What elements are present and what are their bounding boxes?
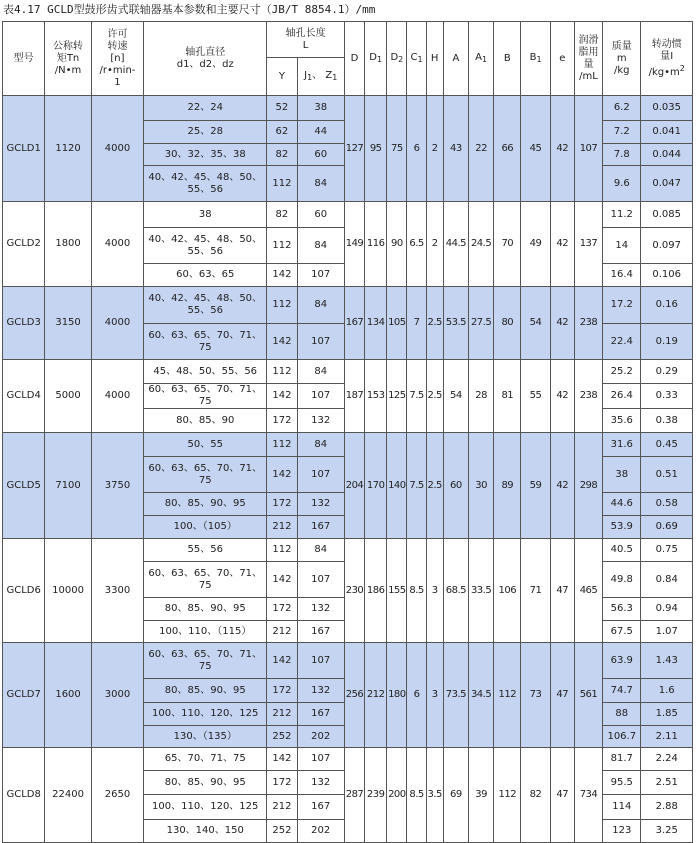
length-J1-cell: 84 [297, 166, 344, 202]
bore-diameter-cell: 45、48、50、55、56 [144, 360, 267, 384]
torque-cell: 1120 [45, 96, 91, 202]
header-mass: 质量 m /kg [603, 22, 641, 96]
length-J1-cell: 107 [297, 562, 344, 598]
group-B-cell: 89 [494, 433, 521, 539]
group-A1-cell: 30 [468, 433, 493, 539]
group-H-cell: 2 [426, 96, 443, 202]
length-J1-cell: 107 [297, 264, 344, 287]
model-cell: GCLD5 [3, 433, 45, 539]
group-D1-cell: 153 [365, 360, 387, 433]
group-B1-cell: 45 [521, 96, 550, 202]
group-B1-cell: 82 [521, 748, 550, 843]
mass-cell: 14 [603, 228, 641, 264]
speed-cell: 4000 [91, 360, 143, 433]
length-J1-cell: 132 [297, 771, 344, 795]
group-B1-cell: 55 [521, 360, 550, 433]
mass-cell: 95.5 [603, 771, 641, 795]
speed-cell: 2650 [91, 748, 143, 843]
bore-diameter-cell: 30、32、35、38 [144, 144, 267, 166]
mass-cell: 16.4 [603, 264, 641, 287]
bore-diameter-cell: 100、110、120、125 [144, 795, 267, 820]
length-Y-cell: 112 [267, 360, 297, 384]
group-e-cell: 47 [550, 748, 574, 843]
mass-cell: 38 [603, 457, 641, 493]
model-cell: GCLD2 [3, 202, 45, 287]
group-D2-cell: 140 [387, 433, 407, 539]
bore-diameter-cell: 80、85、90 [144, 409, 267, 433]
table-row [3, 287, 693, 324]
inertia-cell: 2.51 [641, 771, 693, 795]
mass-cell: 25.2 [603, 360, 641, 384]
group-B1-cell: 59 [521, 433, 550, 539]
length-J1-cell: 167 [297, 703, 344, 726]
header-J1-Z1: $J_1$、 $Z_1$ [297, 58, 344, 96]
length-J1-cell: 132 [297, 679, 344, 703]
group-e-cell: 47 [550, 643, 574, 748]
length-J1-cell: 44 [297, 121, 344, 144]
group-A1-cell: 22 [468, 96, 493, 202]
inertia-cell: 0.29 [641, 360, 693, 384]
group-D-cell: 187 [344, 360, 364, 433]
group-H-cell: 2.5 [426, 287, 443, 360]
inertia-cell: 0.51 [641, 457, 693, 493]
group-C1-cell: 6.5 [407, 202, 426, 287]
bore-diameter-cell: 100、110、（115） [144, 621, 267, 643]
inertia-cell: 0.84 [641, 562, 693, 598]
inertia-cell: 0.106 [641, 264, 693, 287]
length-Y-cell: 142 [267, 748, 297, 771]
table-row [3, 643, 693, 679]
torque-cell: 3150 [45, 287, 91, 360]
mass-cell: 88 [603, 703, 641, 726]
torque-cell: 5000 [45, 360, 91, 433]
group-B-cell: 112 [494, 643, 521, 748]
group-D1-cell: 212 [365, 643, 387, 748]
bore-diameter-cell: 130、140、150 [144, 820, 267, 843]
length-J1-cell: 84 [297, 360, 344, 384]
group-D2-cell: 155 [387, 539, 407, 643]
header-lube: 润滑 脂用 量 /mL [574, 22, 602, 96]
bore-diameter-cell: 55、56 [144, 539, 267, 562]
torque-cell: 7100 [45, 433, 91, 539]
mass-cell: 67.5 [603, 621, 641, 643]
table-row [3, 748, 693, 771]
inertia-cell: 0.38 [641, 409, 693, 433]
bore-diameter-cell: 25、28 [144, 121, 267, 144]
group-e-cell: 42 [550, 433, 574, 539]
group-A1-cell: 24.5 [468, 202, 493, 287]
group-B1-cell: 71 [521, 539, 550, 643]
bore-diameter-cell: 60、63、65、70、71、75 [144, 457, 267, 493]
bore-diameter-cell: 22、24 [144, 96, 267, 121]
speed-cell: 3750 [91, 433, 143, 539]
inertia-cell: 0.94 [641, 598, 693, 621]
group-lube-cell: 465 [574, 539, 602, 643]
table-body [3, 96, 693, 843]
mass-cell: 44.6 [603, 493, 641, 516]
group-e-cell: 42 [550, 96, 574, 202]
group-A1-cell: 28 [468, 360, 493, 433]
inertia-cell: 0.041 [641, 121, 693, 144]
length-J1-cell: 107 [297, 324, 344, 360]
inertia-cell: 0.097 [641, 228, 693, 264]
group-D-cell: 127 [344, 96, 364, 202]
group-D1-cell: 170 [365, 433, 387, 539]
header-D1: $D_1$ [365, 22, 387, 96]
group-e-cell: 42 [550, 287, 574, 360]
length-J1-cell: 107 [297, 384, 344, 409]
header-inertia: 转动惯 量I $/kg•m^2$ [641, 22, 693, 96]
header-D: D [344, 22, 364, 96]
header-torque: 公称转 矩Tn /N•m [45, 22, 91, 96]
group-D2-cell: 125 [387, 360, 407, 433]
group-C1-cell: 7.5 [407, 433, 426, 539]
mass-cell: 6.2 [603, 96, 641, 121]
length-J1-cell: 107 [297, 748, 344, 771]
length-Y-cell: 52 [267, 96, 297, 121]
model-cell: GCLD6 [3, 539, 45, 643]
bore-diameter-cell: 100、110、120、125 [144, 703, 267, 726]
model-cell: GCLD1 [3, 96, 45, 202]
bore-diameter-cell: 60、63、65、70、71、75 [144, 562, 267, 598]
inertia-cell: 0.58 [641, 493, 693, 516]
bore-diameter-cell: 130、（135） [144, 726, 267, 748]
bore-diameter-cell: 80、85、90、95 [144, 493, 267, 516]
speed-cell: 4000 [91, 287, 143, 360]
group-lube-cell: 107 [574, 96, 602, 202]
group-D-cell: 287 [344, 748, 364, 843]
length-Y-cell: 82 [267, 144, 297, 166]
length-J1-cell: 202 [297, 820, 344, 843]
group-A1-cell: 27.5 [468, 287, 493, 360]
header-B: B [494, 22, 521, 96]
mass-cell: 35.6 [603, 409, 641, 433]
group-H-cell: 3.5 [426, 748, 443, 843]
group-A1-cell: 34.5 [468, 643, 493, 748]
length-Y-cell: 252 [267, 820, 297, 843]
mass-cell: 17.2 [603, 287, 641, 324]
bore-diameter-cell: 65、70、71、75 [144, 748, 267, 771]
group-B-cell: 66 [494, 96, 521, 202]
inertia-cell: 1.85 [641, 703, 693, 726]
group-A-cell: 69 [443, 748, 468, 843]
table-title: 表4.17 GCLD型鼓形齿式联轴器基本参数和主要尺寸（JB/T 8854.1）/mm [3, 3, 376, 16]
model-cell: GCLD7 [3, 643, 45, 748]
length-J1-cell: 167 [297, 516, 344, 539]
group-D1-cell: 239 [365, 748, 387, 843]
inertia-cell: 0.16 [641, 287, 693, 324]
group-D-cell: 149 [344, 202, 364, 287]
group-D1-cell: 134 [365, 287, 387, 360]
bore-diameter-cell: 80、85、90、95 [144, 679, 267, 703]
inertia-cell: 0.33 [641, 384, 693, 409]
length-Y-cell: 112 [267, 433, 297, 457]
group-B1-cell: 54 [521, 287, 550, 360]
length-Y-cell: 172 [267, 493, 297, 516]
length-J1-cell: 84 [297, 539, 344, 562]
group-D2-cell: 200 [387, 748, 407, 843]
inertia-cell: 3.25 [641, 820, 693, 843]
group-D-cell: 256 [344, 643, 364, 748]
group-H-cell: 2.5 [426, 433, 443, 539]
group-lube-cell: 298 [574, 433, 602, 539]
group-H-cell: 3 [426, 539, 443, 643]
mass-cell: 7.8 [603, 144, 641, 166]
group-D2-cell: 90 [387, 202, 407, 287]
length-Y-cell: 62 [267, 121, 297, 144]
group-A-cell: 60 [443, 433, 468, 539]
mass-cell: 9.6 [603, 166, 641, 202]
length-J1-cell: 84 [297, 228, 344, 264]
inertia-cell: 2.11 [641, 726, 693, 748]
length-Y-cell: 172 [267, 679, 297, 703]
header-speed: 许可 转速 [n] /r•min- 1 [91, 22, 143, 96]
group-B-cell: 112 [494, 748, 521, 843]
group-lube-cell: 137 [574, 202, 602, 287]
mass-cell: 49.8 [603, 562, 641, 598]
inertia-cell: 0.044 [641, 144, 693, 166]
bore-diameter-cell: 50、55 [144, 433, 267, 457]
group-H-cell: 2.5 [426, 360, 443, 433]
header-C1: $C_1$ [407, 22, 426, 96]
bore-diameter-cell: 100、（105） [144, 516, 267, 539]
inertia-cell: 2.24 [641, 748, 693, 771]
mass-cell: 81.7 [603, 748, 641, 771]
length-Y-cell: 212 [267, 795, 297, 820]
table-row [3, 539, 693, 562]
inertia-cell: 0.45 [641, 433, 693, 457]
bore-diameter-cell: 40、42、45、48、50、55、56 [144, 287, 267, 324]
group-D1-cell: 186 [365, 539, 387, 643]
group-A1-cell: 33.5 [468, 539, 493, 643]
mass-cell: 11.2 [603, 202, 641, 228]
length-Y-cell: 212 [267, 703, 297, 726]
bore-diameter-cell: 40、42、45、48、50、55、56 [144, 166, 267, 202]
group-B1-cell: 49 [521, 202, 550, 287]
bore-diameter-cell: 60、63、65、70、71、75 [144, 384, 267, 409]
header-e: e [550, 22, 574, 96]
mass-cell: 114 [603, 795, 641, 820]
header-bore-length: 轴孔长度 L [267, 22, 345, 58]
group-B-cell: 81 [494, 360, 521, 433]
group-C1-cell: 6 [407, 96, 426, 202]
bore-diameter-cell: 60、63、65 [144, 264, 267, 287]
group-lube-cell: 238 [574, 287, 602, 360]
group-C1-cell: 8.5 [407, 539, 426, 643]
bore-diameter-cell: 80、85、90、95 [144, 771, 267, 795]
length-J1-cell: 132 [297, 409, 344, 433]
mass-cell: 56.3 [603, 598, 641, 621]
mass-cell: 63.9 [603, 643, 641, 679]
group-C1-cell: 7 [407, 287, 426, 360]
group-A-cell: 68.5 [443, 539, 468, 643]
group-A-cell: 44.5 [443, 202, 468, 287]
length-Y-cell: 142 [267, 324, 297, 360]
group-B-cell: 106 [494, 539, 521, 643]
torque-cell: 22400 [45, 748, 91, 843]
length-Y-cell: 142 [267, 457, 297, 493]
inertia-cell: 0.19 [641, 324, 693, 360]
length-Y-cell: 82 [267, 202, 297, 228]
table-row [3, 433, 693, 457]
length-J1-cell: 202 [297, 726, 344, 748]
inertia-cell: 1.6 [641, 679, 693, 703]
mass-cell: 74.7 [603, 679, 641, 703]
length-Y-cell: 172 [267, 409, 297, 433]
length-Y-cell: 142 [267, 384, 297, 409]
model-cell: GCLD8 [3, 748, 45, 843]
length-Y-cell: 172 [267, 598, 297, 621]
inertia-cell: 0.69 [641, 516, 693, 539]
mass-cell: 26.4 [603, 384, 641, 409]
group-C1-cell: 7.5 [407, 360, 426, 433]
length-J1-cell: 38 [297, 96, 344, 121]
group-B-cell: 80 [494, 287, 521, 360]
group-D2-cell: 75 [387, 96, 407, 202]
group-D-cell: 230 [344, 539, 364, 643]
group-e-cell: 47 [550, 539, 574, 643]
group-B-cell: 70 [494, 202, 521, 287]
group-A-cell: 54 [443, 360, 468, 433]
length-Y-cell: 142 [267, 264, 297, 287]
mass-cell: 7.2 [603, 121, 641, 144]
mass-cell: 22.4 [603, 324, 641, 360]
length-Y-cell: 112 [267, 287, 297, 324]
length-J1-cell: 60 [297, 144, 344, 166]
table-row [3, 360, 693, 384]
bore-diameter-cell: 40、42、45、48、50、55、56 [144, 228, 267, 264]
length-Y-cell: 142 [267, 562, 297, 598]
length-J1-cell: 167 [297, 621, 344, 643]
header-D2: $D_2$ [387, 22, 407, 96]
speed-cell: 3300 [91, 539, 143, 643]
group-lube-cell: 561 [574, 643, 602, 748]
table-row [3, 96, 693, 121]
length-J1-cell: 132 [297, 598, 344, 621]
inertia-cell: 0.035 [641, 96, 693, 121]
length-J1-cell: 107 [297, 643, 344, 679]
group-C1-cell: 6 [407, 643, 426, 748]
bore-diameter-cell: 60、63、65、70、71、75 [144, 643, 267, 679]
bore-diameter-cell: 38 [144, 202, 267, 228]
inertia-cell: 1.07 [641, 621, 693, 643]
mass-cell: 40.5 [603, 539, 641, 562]
length-J1-cell: 107 [297, 457, 344, 493]
header-model: 型号 [3, 22, 45, 96]
group-e-cell: 42 [550, 360, 574, 433]
header-A: A [443, 22, 468, 96]
speed-cell: 3000 [91, 643, 143, 748]
group-lube-cell: 734 [574, 748, 602, 843]
group-D2-cell: 180 [387, 643, 407, 748]
header-B1: $B_1$ [521, 22, 550, 96]
group-C1-cell: 8.5 [407, 748, 426, 843]
group-A-cell: 43 [443, 96, 468, 202]
bore-diameter-cell: 80、85、90、95 [144, 598, 267, 621]
group-D-cell: 167 [344, 287, 364, 360]
mass-cell: 31.6 [603, 433, 641, 457]
inertia-cell: 0.085 [641, 202, 693, 228]
table-row [3, 202, 693, 228]
header-A1: $A_1$ [468, 22, 493, 96]
length-Y-cell: 212 [267, 621, 297, 643]
length-Y-cell: 172 [267, 771, 297, 795]
header-H: H [426, 22, 443, 96]
spec-table [2, 21, 693, 843]
group-D2-cell: 105 [387, 287, 407, 360]
group-H-cell: 2 [426, 202, 443, 287]
group-lube-cell: 238 [574, 360, 602, 433]
inertia-cell: 2.88 [641, 795, 693, 820]
torque-cell: 10000 [45, 539, 91, 643]
speed-cell: 4000 [91, 202, 143, 287]
length-Y-cell: 112 [267, 228, 297, 264]
speed-cell: 4000 [91, 96, 143, 202]
group-D1-cell: 116 [365, 202, 387, 287]
group-e-cell: 42 [550, 202, 574, 287]
length-Y-cell: 212 [267, 516, 297, 539]
mass-cell: 53.9 [603, 516, 641, 539]
header-Y: Y [267, 58, 297, 96]
model-cell: GCLD3 [3, 287, 45, 360]
length-J1-cell: 60 [297, 202, 344, 228]
length-Y-cell: 112 [267, 166, 297, 202]
length-J1-cell: 84 [297, 433, 344, 457]
mass-cell: 123 [603, 820, 641, 843]
inertia-cell: 1.43 [641, 643, 693, 679]
header-bore-diameter: 轴孔直径 d1、d2、dz [144, 22, 267, 96]
inertia-cell: 0.75 [641, 539, 693, 562]
group-A-cell: 73.5 [443, 643, 468, 748]
length-J1-cell: 167 [297, 795, 344, 820]
bore-diameter-cell: 60、63、65、70、71、75 [144, 324, 267, 360]
mass-cell: 106.7 [603, 726, 641, 748]
length-Y-cell: 252 [267, 726, 297, 748]
torque-cell: 1800 [45, 202, 91, 287]
group-B1-cell: 73 [521, 643, 550, 748]
length-J1-cell: 84 [297, 287, 344, 324]
group-H-cell: 3 [426, 643, 443, 748]
model-cell: GCLD4 [3, 360, 45, 433]
torque-cell: 1600 [45, 643, 91, 748]
length-Y-cell: 142 [267, 643, 297, 679]
group-D1-cell: 95 [365, 96, 387, 202]
length-J1-cell: 132 [297, 493, 344, 516]
inertia-cell: 0.047 [641, 166, 693, 202]
group-D-cell: 204 [344, 433, 364, 539]
group-A-cell: 53.5 [443, 287, 468, 360]
length-Y-cell: 112 [267, 539, 297, 562]
group-A1-cell: 39 [468, 748, 493, 843]
